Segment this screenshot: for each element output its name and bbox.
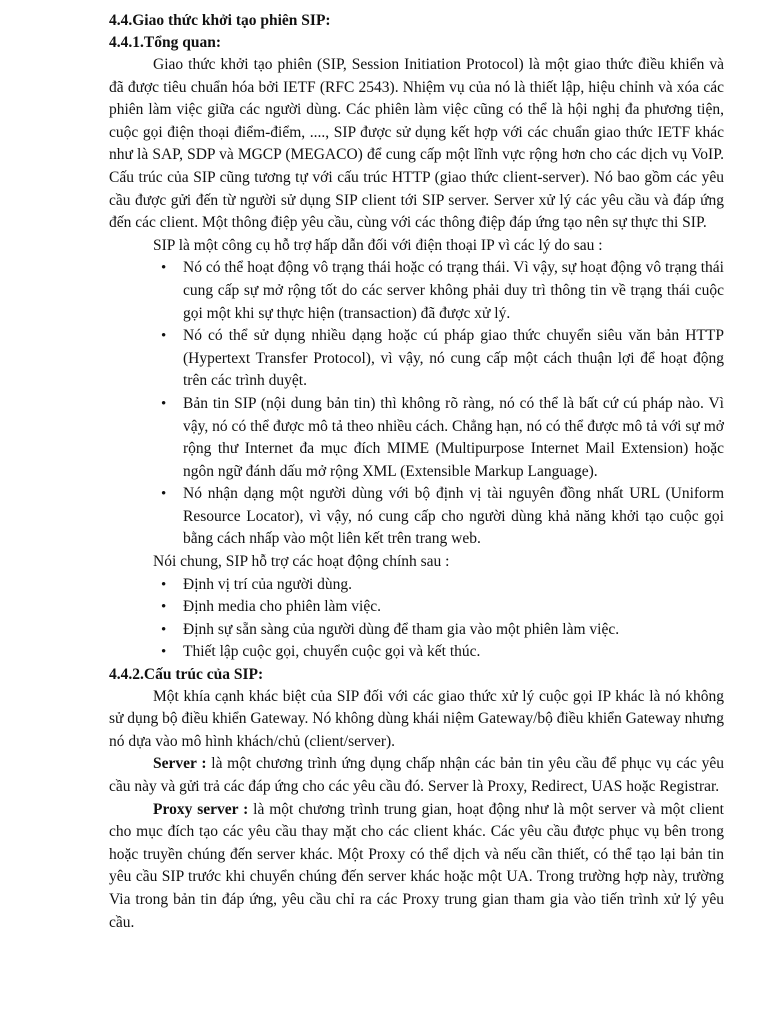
list-item: • Nó có thể sử dụng nhiều dạng hoặc cú pháp giao thức chuyển siêu văn bản HTTP (Hypertext Transfer Protocol), vì vậy, nó cung cấp một cách thuận lợi để hoạt động trên các trình duyệt.	[183, 325, 724, 393]
list-item: • Bản tin SIP (nội dung bản tin) thì không rõ ràng, nó có thể là bất cứ cú pháp nào. Vì vậy, nó có thể được mô tả theo nhiều cách. Chẳng hạn, nó có thể được mô tả với sự mở rộng thư Internet đa mục đích MIME (Multipurpose Internet Mail Extension) hoặc ngôn ngữ đánh dấu mở rộng XML (Extensible Markup Language).	[183, 393, 724, 483]
section-heading: 4.4.Giao thức khởi tạo phiên SIP:	[109, 12, 331, 29]
proxy-term: Proxy server :	[153, 800, 249, 818]
server-paragraph	[109, 753, 724, 798]
list-item: • Nó nhận dạng một người dùng với bộ định vị tài nguyên đồng nhất URL (Uniform Resource Locator), vì vậy, nó cung cấp cho người dùng khả năng khởi tạo cuộc gọi bằng cách nhấp vào một liên kết trên trang web.	[183, 483, 724, 551]
list-item: • Thiết lập cuộc gọi, chuyển cuộc gọi và kết thúc.	[183, 641, 724, 664]
reasons-intro: SIP là một công cụ hỗ trợ hấp dẫn đối với điện thoại IP vì các lý do sau :	[153, 236, 603, 254]
proxy-definition: là một chương trình trung gian, hoạt động như là một server và một client cho mục đích tạo các yêu cầu thay mặt cho các client khác. Các yêu cầu được phục vụ bên trong hoặc truyền chúng đến server khác. Một Proxy có thể dịch và nếu cần thiết, có thể tạo lại bản tin yêu cầu SIP trước khi chuyển chúng đến server khác hoặc một UA. Trong trường hợp này, trường Via trong bản tin đáp ứng, yêu cầu chỉ ra các Proxy trung gian tham gia vào tiến trình xử lý yêu cầu.	[109, 800, 724, 931]
subsection-heading-overview: 4.4.1.Tổng quan:	[109, 34, 221, 51]
proxy-paragraph	[109, 799, 724, 935]
server-term: Server :	[153, 755, 207, 773]
server-definition: là một chương trình ứng dụng chấp nhận các bản tin yêu cầu để phục vụ các yêu cầu này và gửi trả các đáp ứng cho các yêu cầu đó. Server là Proxy, Redirect, UAS hoặc Registrar.	[109, 755, 724, 796]
subsection-heading-structure: 4.4.2.Cấu trúc của SIP:	[109, 665, 264, 683]
activities-list	[109, 574, 724, 664]
overview-paragraph: Giao thức khởi tạo phiên (SIP, Session Initiation Protocol) là một giao thức điều khiển và đã được tiêu chuẩn hóa bởi IETF (RFC 2543). Nhiệm vụ của nó là thiết lập, hiệu chỉnh và xóa các phiên làm việc giữa các người dùng. Các phiên làm việc cũng có thể là hội nghị đa phương tiện, cuộc gọi điện thoại điểm-điểm, ...., SIP được sử dụng kết hợp với các chuẩn giao thức IETF khác như là SAP, SDP và MGCP (MEGACO) để cung cấp một lĩnh vực rộng hơn cho các dịch vụ VoIP. Cấu trúc của SIP cũng tương tự với cấu trúc HTTP (giao thức client-server). Nó bao gồm các yêu cầu được gửi đến từ người sử dụng SIP client tới SIP server. Server xử lý các yêu cầu và đáp ứng đến các client. Một thông điệp yêu cầu, cùng với các thông điệp đáp ứng tạo nên sự thực thi SIP.	[109, 56, 724, 232]
list-item: • Định sự sẵn sàng của người dùng để tham gia vào một phiên làm việc.	[183, 619, 724, 642]
reasons-list	[109, 257, 724, 551]
structure-paragraph: Một khía cạnh khác biệt của SIP đối với các giao thức xử lý cuộc gọi IP khác là nó không sử dụng bộ điều khiển Gateway. Nó không dùng khái niệm Gateway/bộ điều khiển Gateway nhưng nó dựa vào mô hình khách/chủ (client/server).	[109, 687, 724, 750]
list-item: • Định media cho phiên làm việc.	[183, 596, 724, 619]
list-item: • Nó có thể hoạt động vô trạng thái hoặc có trạng thái. Vì vậy, sự hoạt động vô trạng thái cung cấp sự mở rộng tốt do các server không phải duy trì thông tin về trạng thái cuộc gọi một khi sự thực hiện (transaction) đã được xử lý.	[183, 257, 724, 325]
activities-intro: Nói chung, SIP hỗ trợ các hoạt động chính sau :	[153, 553, 450, 571]
list-item: • Định vị trí của người dùng.	[183, 574, 724, 597]
